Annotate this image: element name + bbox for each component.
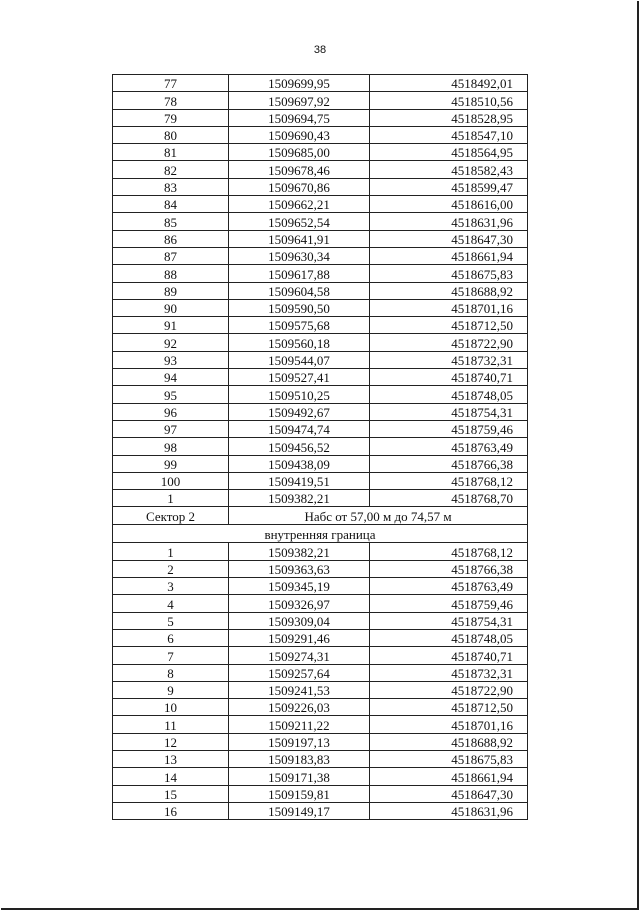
point-number: 4: [113, 595, 229, 612]
y-coordinate: 4518740,71: [370, 369, 528, 386]
x-coordinate: 1509382,21: [229, 543, 370, 560]
table-row: [113, 560, 528, 577]
y-coordinate: 4518547,10: [370, 126, 528, 143]
table-row: [113, 647, 528, 664]
x-coordinate: 1509456,52: [229, 438, 370, 455]
x-coordinate: 1509575,68: [229, 317, 370, 334]
table-row: [113, 543, 528, 560]
y-coordinate: 4518748,05: [370, 386, 528, 403]
y-coordinate: 4518528,95: [370, 109, 528, 126]
x-coordinate: 1509345,19: [229, 578, 370, 595]
inner-boundary-label: внутренняя граница: [113, 525, 528, 543]
y-coordinate: 4518701,16: [370, 299, 528, 316]
coordinates-table: [112, 74, 528, 820]
point-number: 79: [113, 109, 229, 126]
x-coordinate: 1509544,07: [229, 351, 370, 368]
table-row: [113, 161, 528, 178]
table-row: [113, 472, 528, 489]
point-number: 16: [113, 802, 229, 819]
table-row: [113, 351, 528, 368]
point-number: 80: [113, 126, 229, 143]
y-coordinate: 4518631,96: [370, 213, 528, 230]
y-coordinate: 4518661,94: [370, 247, 528, 264]
point-number: 89: [113, 282, 229, 299]
point-number: 81: [113, 144, 229, 161]
table-row: [113, 75, 528, 92]
x-coordinate: 1509699,95: [229, 75, 370, 92]
y-coordinate: 4518675,83: [370, 750, 528, 767]
x-coordinate: 1509326,97: [229, 595, 370, 612]
table-row: [113, 126, 528, 143]
table-row: [113, 144, 528, 161]
point-number: 95: [113, 386, 229, 403]
x-coordinate: 1509183,83: [229, 750, 370, 767]
x-coordinate: 1509382,21: [229, 490, 370, 507]
y-coordinate: 4518759,46: [370, 595, 528, 612]
point-number: 1: [113, 490, 229, 507]
table-row: [113, 664, 528, 681]
x-coordinate: 1509510,25: [229, 386, 370, 403]
point-number: 92: [113, 334, 229, 351]
table-row: [113, 299, 528, 316]
table-row: [113, 438, 528, 455]
y-coordinate: 4518661,94: [370, 768, 528, 785]
point-number: 13: [113, 750, 229, 767]
y-coordinate: 4518732,31: [370, 351, 528, 368]
x-coordinate: 1509438,09: [229, 455, 370, 472]
y-coordinate: 4518712,50: [370, 317, 528, 334]
table-row: [113, 733, 528, 750]
sector-label: Сектор 2: [113, 507, 229, 525]
y-coordinate: 4518754,31: [370, 403, 528, 420]
table-row: [113, 578, 528, 595]
x-coordinate: 1509690,43: [229, 126, 370, 143]
x-coordinate: 1509662,21: [229, 196, 370, 213]
point-number: 5: [113, 612, 229, 629]
x-coordinate: 1509685,00: [229, 144, 370, 161]
table-row: [113, 699, 528, 716]
x-coordinate: 1509527,41: [229, 369, 370, 386]
table-row: [113, 213, 528, 230]
y-coordinate: 4518599,47: [370, 178, 528, 195]
table-row: [113, 629, 528, 646]
y-coordinate: 4518582,43: [370, 161, 528, 178]
table-row: [113, 768, 528, 785]
x-coordinate: 1509697,92: [229, 92, 370, 109]
table-row: [113, 282, 528, 299]
y-coordinate: 4518701,16: [370, 716, 528, 733]
point-number: 12: [113, 733, 229, 750]
table-row: [113, 92, 528, 109]
x-coordinate: 1509678,46: [229, 161, 370, 178]
x-coordinate: 1509241,53: [229, 681, 370, 698]
y-coordinate: 4518722,90: [370, 334, 528, 351]
table-row: [113, 247, 528, 264]
y-coordinate: 4518492,01: [370, 75, 528, 92]
point-number: 84: [113, 196, 229, 213]
x-coordinate: 1509291,46: [229, 629, 370, 646]
y-coordinate: 4518768,70: [370, 490, 528, 507]
point-number: 82: [113, 161, 229, 178]
table-row: [113, 716, 528, 733]
x-coordinate: 1509670,86: [229, 178, 370, 195]
point-number: 83: [113, 178, 229, 195]
point-number: 78: [113, 92, 229, 109]
x-coordinate: 1509226,03: [229, 699, 370, 716]
table-row: [113, 386, 528, 403]
table-row: [113, 334, 528, 351]
point-number: 8: [113, 664, 229, 681]
point-number: 2: [113, 560, 229, 577]
table-row: [113, 420, 528, 437]
x-coordinate: 1509149,17: [229, 802, 370, 819]
point-number: 98: [113, 438, 229, 455]
table-row: [113, 802, 528, 819]
point-number: 1: [113, 543, 229, 560]
x-coordinate: 1509474,74: [229, 420, 370, 437]
lower-rows-group: [113, 543, 528, 820]
table-row: [113, 750, 528, 767]
table-row: [113, 109, 528, 126]
y-coordinate: 4518740,71: [370, 647, 528, 664]
table-row: [113, 178, 528, 195]
y-coordinate: 4518722,90: [370, 681, 528, 698]
y-coordinate: 4518564,95: [370, 144, 528, 161]
point-number: 100: [113, 472, 229, 489]
point-number: 9: [113, 681, 229, 698]
x-coordinate: 1509641,91: [229, 230, 370, 247]
y-coordinate: 4518647,30: [370, 785, 528, 802]
point-number: 6: [113, 629, 229, 646]
point-number: 11: [113, 716, 229, 733]
sector-row: [113, 507, 528, 525]
table-row: [113, 196, 528, 213]
x-coordinate: 1509309,04: [229, 612, 370, 629]
y-coordinate: 4518616,00: [370, 196, 528, 213]
table-row: [113, 455, 528, 472]
x-coordinate: 1509560,18: [229, 334, 370, 351]
point-number: 86: [113, 230, 229, 247]
inner-boundary-row: [113, 525, 528, 543]
x-coordinate: 1509211,22: [229, 716, 370, 733]
y-coordinate: 4518766,38: [370, 560, 528, 577]
x-coordinate: 1509171,38: [229, 768, 370, 785]
page-number: 38: [313, 44, 327, 56]
x-coordinate: 1509652,54: [229, 213, 370, 230]
point-number: 90: [113, 299, 229, 316]
point-number: 85: [113, 213, 229, 230]
table-row: [113, 403, 528, 420]
point-number: 7: [113, 647, 229, 664]
y-coordinate: 4518631,96: [370, 802, 528, 819]
point-number: 91: [113, 317, 229, 334]
point-number: 10: [113, 699, 229, 716]
point-number: 14: [113, 768, 229, 785]
table-row: [113, 230, 528, 247]
point-number: 15: [113, 785, 229, 802]
table-row: [113, 612, 528, 629]
table-row: [113, 265, 528, 282]
table-row: [113, 595, 528, 612]
x-coordinate: 1509363,63: [229, 560, 370, 577]
y-coordinate: 4518766,38: [370, 455, 528, 472]
y-coordinate: 4518759,46: [370, 420, 528, 437]
table-row: [113, 369, 528, 386]
y-coordinate: 4518768,12: [370, 543, 528, 560]
y-coordinate: 4518688,92: [370, 733, 528, 750]
y-coordinate: 4518768,12: [370, 472, 528, 489]
table-row: [113, 490, 528, 507]
x-coordinate: 1509604,58: [229, 282, 370, 299]
sector-description: Набс от 57,00 м до 74,57 м: [229, 507, 528, 525]
point-number: 88: [113, 265, 229, 282]
x-coordinate: 1509274,31: [229, 647, 370, 664]
y-coordinate: 4518647,30: [370, 230, 528, 247]
x-coordinate: 1509630,34: [229, 247, 370, 264]
y-coordinate: 4518763,49: [370, 438, 528, 455]
x-coordinate: 1509590,50: [229, 299, 370, 316]
sector-group: [113, 507, 528, 543]
upper-rows-group: [113, 75, 528, 507]
x-coordinate: 1509694,75: [229, 109, 370, 126]
y-coordinate: 4518712,50: [370, 699, 528, 716]
x-coordinate: 1509492,67: [229, 403, 370, 420]
point-number: 96: [113, 403, 229, 420]
y-coordinate: 4518748,05: [370, 629, 528, 646]
y-coordinate: 4518675,83: [370, 265, 528, 282]
x-coordinate: 1509159,81: [229, 785, 370, 802]
point-number: 97: [113, 420, 229, 437]
y-coordinate: 4518763,49: [370, 578, 528, 595]
y-coordinate: 4518754,31: [370, 612, 528, 629]
table-row: [113, 785, 528, 802]
x-coordinate: 1509617,88: [229, 265, 370, 282]
point-number: 3: [113, 578, 229, 595]
point-number: 77: [113, 75, 229, 92]
y-coordinate: 4518510,56: [370, 92, 528, 109]
table-row: [113, 681, 528, 698]
x-coordinate: 1509197,13: [229, 733, 370, 750]
point-number: 99: [113, 455, 229, 472]
point-number: 94: [113, 369, 229, 386]
x-coordinate: 1509257,64: [229, 664, 370, 681]
x-coordinate: 1509419,51: [229, 472, 370, 489]
point-number: 93: [113, 351, 229, 368]
y-coordinate: 4518732,31: [370, 664, 528, 681]
y-coordinate: 4518688,92: [370, 282, 528, 299]
table-row: [113, 317, 528, 334]
point-number: 87: [113, 247, 229, 264]
